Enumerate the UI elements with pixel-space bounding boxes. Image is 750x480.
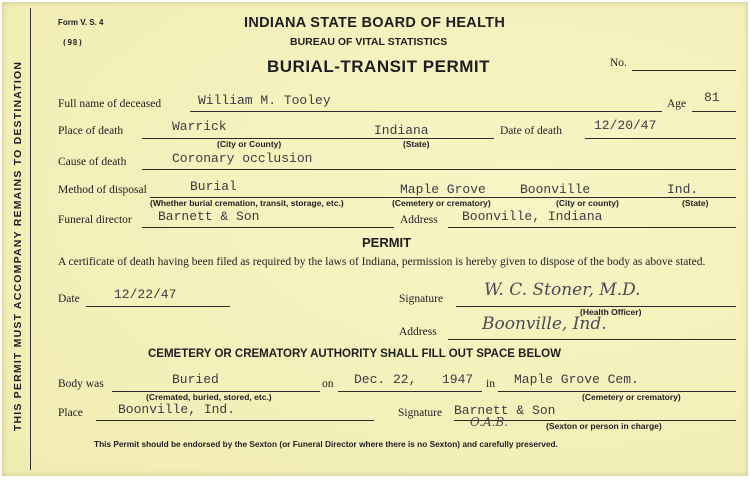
funeral-director-line xyxy=(142,227,394,228)
age-value: 81 xyxy=(704,90,720,105)
agency-title: INDIANA STATE BOARD OF HEALTH xyxy=(244,15,506,31)
page-title: BURIAL-TRANSIT PERMIT xyxy=(267,57,490,76)
sexton-signature-label: Signature xyxy=(398,407,443,419)
state-caption: (State) xyxy=(403,139,430,149)
place-of-death-label: Place of death xyxy=(58,125,124,137)
permit-address: Boonville, Ind. xyxy=(482,314,607,334)
funeral-address-line xyxy=(448,227,736,228)
sexton-caption: (Sexton or person in charge) xyxy=(546,421,662,431)
permit-date-label: Date xyxy=(58,293,80,305)
disposal-method: Burial xyxy=(190,179,237,194)
health-officer-signature: W. C. Stoner, M.D. xyxy=(484,280,641,300)
number-label: No. xyxy=(610,57,627,69)
permit-address-line xyxy=(448,339,736,340)
in-label: in xyxy=(486,378,495,390)
on-label: on xyxy=(322,378,334,390)
funeral-director-label: Funeral director xyxy=(58,214,132,226)
burial-date: Dec. 22, xyxy=(354,372,417,387)
permit-signature-label: Signature xyxy=(399,293,444,305)
age-line xyxy=(692,111,736,112)
number-line xyxy=(632,70,736,71)
burial-cemetery-caption: (Cemetery or crematory) xyxy=(582,392,681,402)
place-label: Place xyxy=(58,407,83,419)
permit-date: 12/22/47 xyxy=(114,287,177,302)
burial-year: 1947 xyxy=(442,372,474,387)
permit-date-line xyxy=(86,306,230,307)
disposal-state-caption: (State) xyxy=(682,198,709,208)
stamp-code: (98) xyxy=(62,38,84,47)
body-was-label: Body was xyxy=(58,378,104,390)
permit-heading: PERMIT xyxy=(362,235,412,250)
sexton-signature: Barnett & Son xyxy=(454,403,556,418)
disposal-label: Method of disposal xyxy=(58,184,147,196)
deceased-name: William M. Tooley xyxy=(198,93,331,108)
cause-of-death: Coronary occlusion xyxy=(172,151,313,166)
burial-transit-permit xyxy=(2,2,748,476)
burial-cemetery: Maple Grove Cem. xyxy=(514,372,639,387)
cause-of-death-label: Cause of death xyxy=(58,156,127,168)
deceased-name-line xyxy=(190,111,662,112)
date-of-death-label: Date of death xyxy=(500,125,562,137)
footer-note: This Permit should be endorsed by the Sexton (or Funeral Director where there is no Sexton) and carefully preserved. xyxy=(94,439,558,449)
form-number: Form V. S. 4 xyxy=(58,18,104,27)
sexton-initials: O.A.B. xyxy=(470,415,509,429)
side-notice: THIS PERMIT MUST ACCOMPANY REMAINS TO DESTINATION xyxy=(12,60,24,432)
on-date-line xyxy=(338,391,482,392)
bureau-title: BUREAU OF VITAL STATISTICS xyxy=(290,36,448,48)
place-of-death-line xyxy=(142,138,494,139)
funeral-address-label: Address xyxy=(400,214,438,226)
cemetery-section-heading: CEMETERY OR CREMATORY AUTHORITY SHALL FILL OUT SPACE BELOW xyxy=(148,348,561,360)
disposal-city: Boonville xyxy=(520,182,591,197)
cemetery-caption: (Cemetery or crematory) xyxy=(392,198,491,208)
date-of-death: 12/20/47 xyxy=(594,118,657,133)
body-was-caption: (Cremated, buried, stored, etc.) xyxy=(146,392,272,402)
funeral-director: Barnett & Son xyxy=(158,209,260,224)
side-notice-bar xyxy=(6,8,31,470)
city-county-caption: (City or County) xyxy=(217,139,282,149)
date-of-death-line xyxy=(585,138,736,139)
disposal-method-caption: (Whether burial cremation, transit, storage, etc.) xyxy=(150,198,344,208)
permit-address-label: Address xyxy=(399,326,437,338)
health-officer-caption: (Health Officer) xyxy=(580,307,642,317)
place-line xyxy=(96,420,374,421)
place-of-death-county: Warrick xyxy=(172,119,227,134)
city-caption: (City or county) xyxy=(556,198,619,208)
place-of-death-state: Indiana xyxy=(374,123,429,138)
permit-statement: A certificate of death having been filed as required by the laws of Indiana, permission is hereby given to dispose of the body as above stated. xyxy=(58,256,706,268)
disposal-cemetery: Maple Grove xyxy=(400,182,486,197)
burial-place: Boonville, Ind. xyxy=(118,402,236,417)
cause-of-death-line xyxy=(142,169,736,170)
body-was-value: Buried xyxy=(172,372,219,387)
disposal-state: Ind. xyxy=(667,182,699,197)
age-label: Age xyxy=(667,98,687,110)
funeral-address: Boonville, Indiana xyxy=(462,209,603,224)
deceased-name-label: Full name of deceased xyxy=(58,98,162,110)
